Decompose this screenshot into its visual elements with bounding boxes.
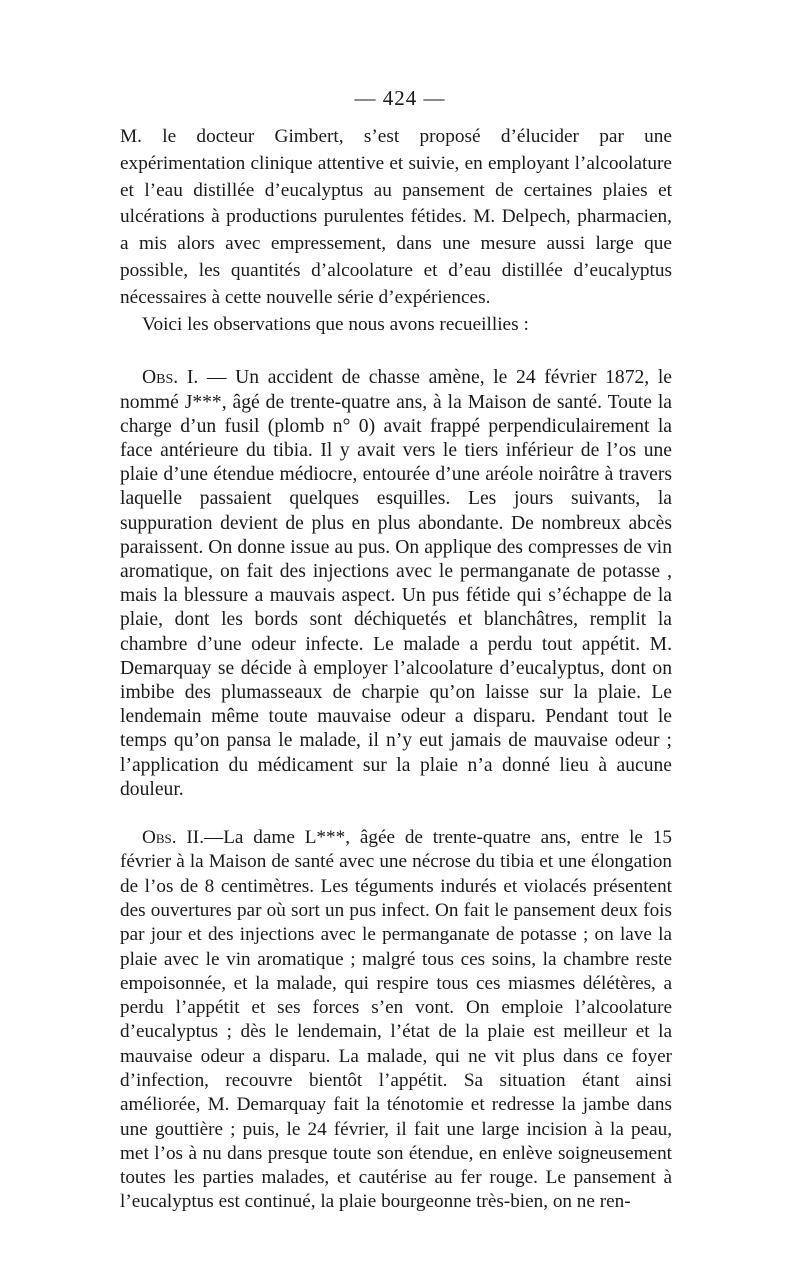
observation-1-label: Obs. I. (142, 367, 199, 389)
observations-intro-paragraph: Voici les observations que nous avons recueillies : (142, 313, 529, 335)
observation-2-text: —La dame L***, âgée de trente-quatre ans, entre le 15 février à la Maison de santé avec une nécrose du tibia et une élongation de l’os de 8 centimètres. Les téguments indurés et violacés présentent des ouvertures par où sort un pus infect. On fait le pansement deux fois par jour et des injections avec le permanganate de potasse ; on lave la plaie avec le vin aromatique ; malgré tous ces soins, la chambre reste empoisonnée, et la malade, qui respire tous ces miasmes délétères, a perdu l’appétit et ses forces s’en vont. On emploie l’alcoolature d’eucalyptus ; dès le lendemain, l’état de la plaie est meilleur et la mauvaise odeur a disparu. La malade, qui ne vit plus dans ce foyer d’infection, recouvre bientôt l’appétit. Sa situation étant ainsi améliorée, M. Demarquay fait la ténotomie et redresse la jambe dans une gouttière ; puis, le 24 février, il fait une large incision à la peau, met l’os à nu dans presque toute son étendue, en enlève soigneusement toutes les parties malades, et cautérise au fer rouge. Le pansement à l’eucalyptus est continué, la plaie bourgeonne très-bien, on ne ren- (120, 827, 672, 1213)
observation-2-label: Obs. II. (142, 827, 204, 849)
observation-1-paragraph (120, 366, 672, 802)
intro-paragraph: M. le docteur Gimbert, s’est proposé d’élucider par une expérimentation clinique attentive et suivie, en employant l’alcoolature et l’eau distillée d’eucalyptus au pansement de certaines plaies et ulcérations à productions purulentes fétides. M. Delpech, pharmacien, a mis alors avec empressement, dans une mesure aussi large que possible, les quantités d’alcoolature et d’eau distillée d’eucalyptus nécessaires à cette nouvelle série d’expériences. (120, 126, 672, 308)
observation-2-paragraph (120, 826, 672, 1215)
page-number: — 424 — (354, 86, 446, 110)
page-body (120, 88, 672, 1215)
observation-1-text: — Un accident de chasse amène, le 24 février 1872, le nommé J***, âgé de trente-quatre ans, à la Maison de santé. Toute la charge d’un fusil (plomb n° 0) avait frappé perpendiculairement la face antérieure du tibia. Il y avait vers le tiers inférieur de l’os une plaie d’une étendue médiocre, entourée d’une aréole noirâtre à travers laquelle passaient quelques esquilles. Les jours suivants, la suppuration devient de plus en plus abondante. De nombreux abcès paraissent. On donne issue au pus. On applique des compresses de vin aromatique, on fait des injections avec le permanganate de potasse , mais la blessure a mauvais aspect. Un pus fétide qui s’échappe de la plaie, dont les bords sont déchiquetés et blanchâtres, remplit la chambre d’une odeur infecte. Le malade a perdu tout appétit. M. Demarquay se décide à employer l’alcoolature d’eucalyptus, dont on imbibe des plumasseaux de charpie qu’on laisse sur la plaie. Le lendemain même toute mauvaise odeur a disparu. Pendant tout le temps qu’on pansa le malade, il n’y eut jamais de mauvaise odeur ; l’application du médicament sur la plaie n’a donné lieu à aucune douleur. (120, 367, 672, 800)
